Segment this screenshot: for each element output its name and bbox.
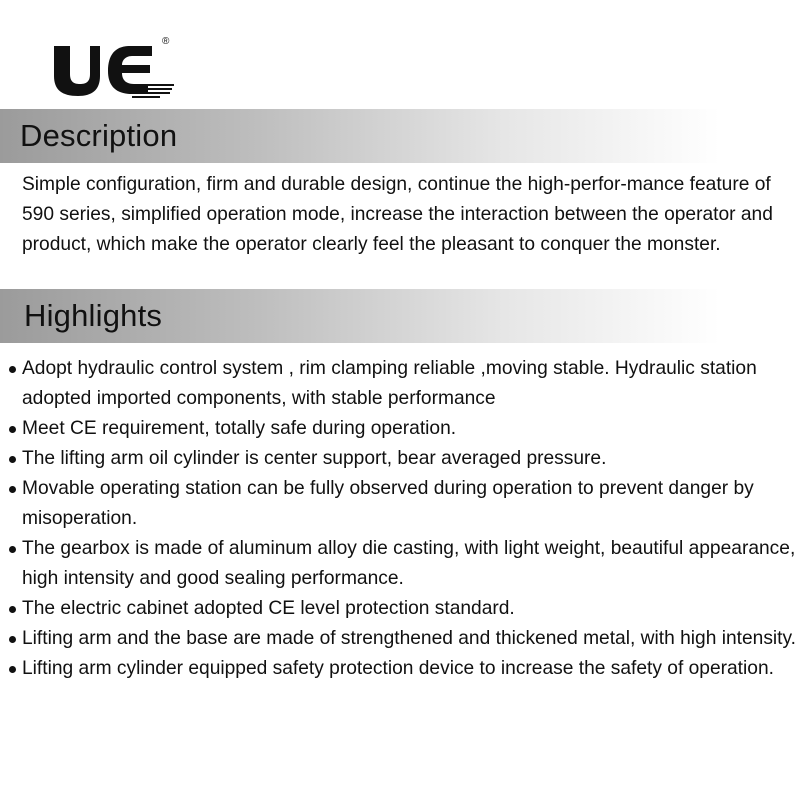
highlights-heading: Highlights xyxy=(24,298,163,333)
description-heading: Description xyxy=(20,118,178,153)
description-header-bar xyxy=(0,109,720,163)
description-text: Simple configuration, firm and durable design, continue the high-perfor-mance feature of 590 series, simplified operation mode, increase the interaction between the operator and product, which make the operator clearly feel the pleasant to conquer the monster. xyxy=(22,174,773,255)
list-item xyxy=(0,654,800,684)
bullet-icon xyxy=(9,486,16,493)
list-item xyxy=(0,354,800,414)
list-item-text: The gearbox is made of aluminum alloy die casting, with light weight, beautiful appearance, high intensity and good sealing performance. xyxy=(22,538,796,589)
list-item-text: The lifting arm oil cylinder is center support, bear averaged pressure. xyxy=(22,448,607,469)
list-item xyxy=(0,624,800,654)
highlights-header-bar xyxy=(0,289,720,343)
list-item-text: Meet CE requirement, totally safe during operation. xyxy=(22,418,457,439)
bullet-icon xyxy=(9,366,16,373)
registered-mark: ® xyxy=(162,36,170,47)
list-item xyxy=(0,414,800,444)
list-item-text: Adopt hydraulic control system , rim clamping reliable ,moving stable. Hydraulic station adopted imported components, with stable performance xyxy=(22,358,757,409)
list-item xyxy=(0,534,800,594)
list-item-text: Lifting arm and the base are made of strengthened and thickened metal, with high intensity. xyxy=(22,628,797,649)
ue-logo-icon xyxy=(50,40,180,102)
list-item xyxy=(0,474,800,534)
bullet-icon xyxy=(9,546,16,553)
bullet-icon xyxy=(9,456,16,463)
list-item-text: Lifting arm cylinder equipped safety protection device to increase the safety of operation. xyxy=(22,658,774,679)
list-item-text: The electric cabinet adopted CE level protection standard. xyxy=(22,598,515,619)
bullet-icon xyxy=(9,666,16,673)
list-item-text: Movable operating station can be fully observed during operation to prevent danger by misoperation. xyxy=(22,478,754,529)
bullet-icon xyxy=(9,426,16,433)
bullet-icon xyxy=(9,606,16,613)
list-item xyxy=(0,594,800,624)
brand-logo xyxy=(50,36,180,102)
highlights-list xyxy=(0,354,800,684)
list-item xyxy=(0,444,800,474)
bullet-icon xyxy=(9,636,16,643)
